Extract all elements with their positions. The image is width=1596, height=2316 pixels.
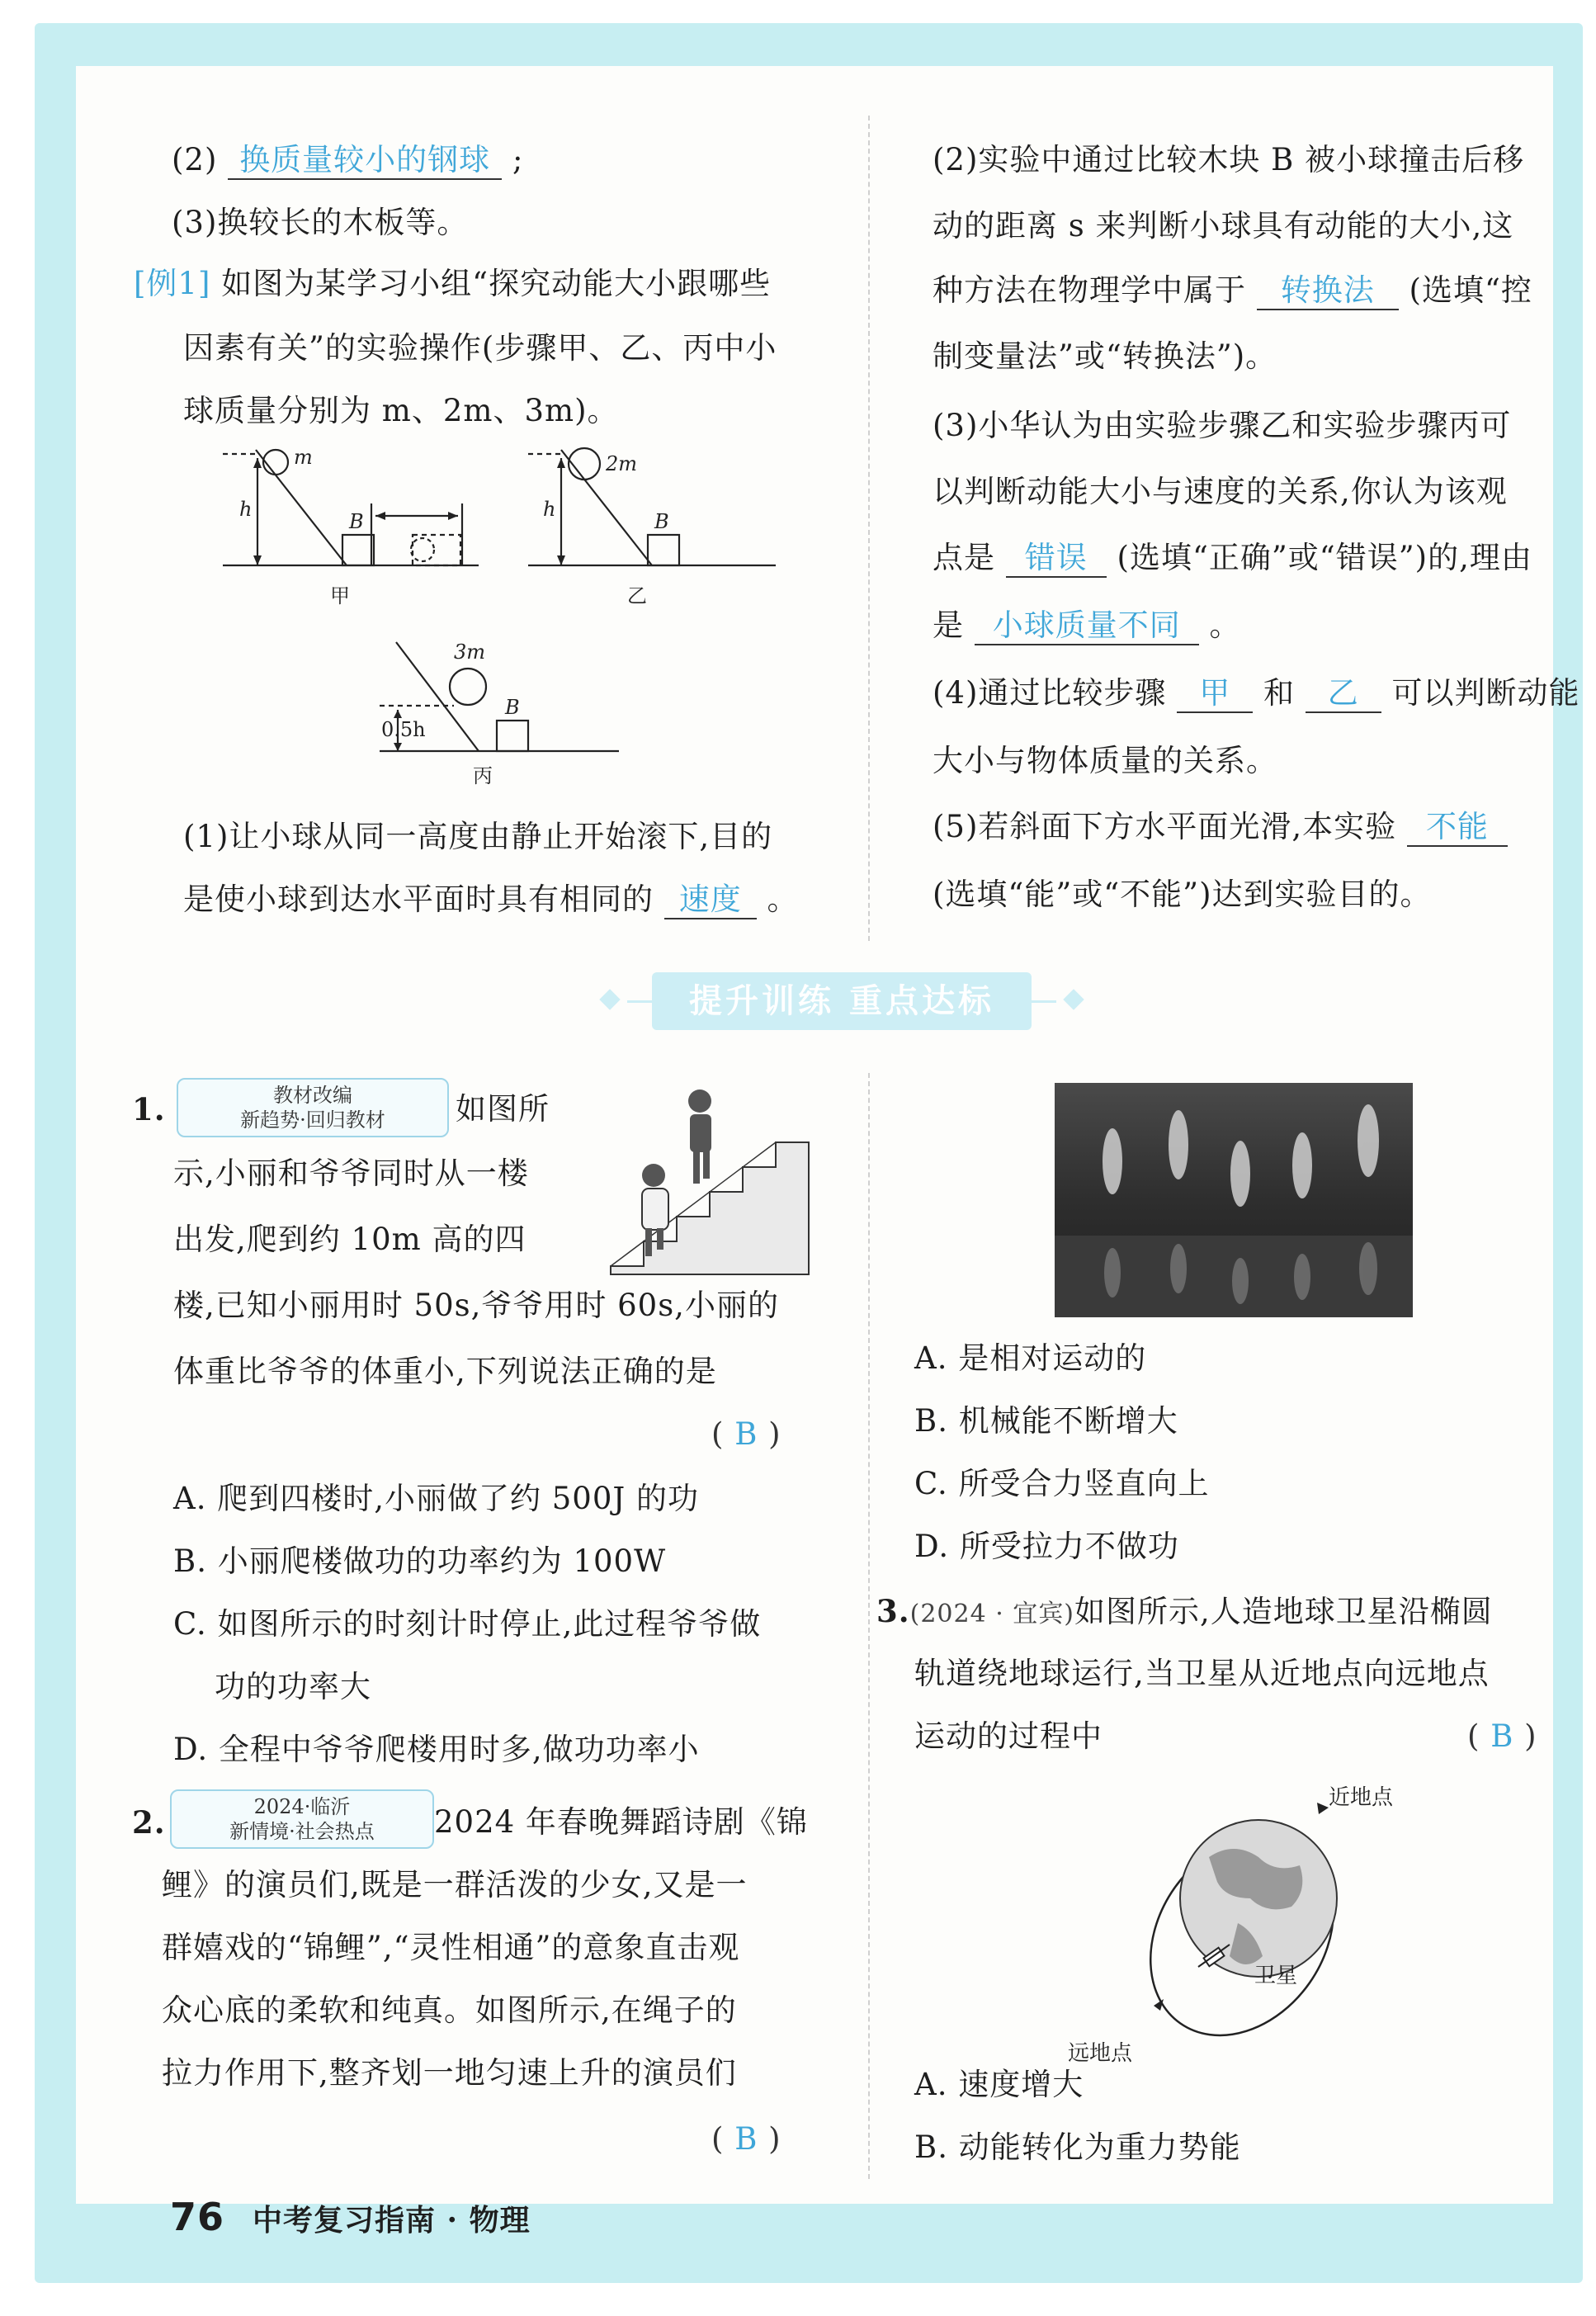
choice-answer: B (734, 1416, 758, 1452)
option-b: B. 机械能不断增大 (914, 1403, 1178, 1439)
question-text: 是使小球到达水平面时具有相同的 (183, 881, 654, 917)
answer-blank: 速度 (664, 881, 757, 919)
example-tag: [例1] (134, 266, 211, 301)
question-text: 点是 (933, 540, 995, 575)
answer-paren: ( B ) (711, 1416, 781, 1452)
q2-line: (2)实验中通过比较木块 B 被小球撞击后移 (933, 142, 1525, 177)
page-number: 76 (170, 2195, 225, 2239)
question-text: 可以判断动能 (1391, 675, 1580, 711)
answer-blank: 换质量较小的钢球 (228, 142, 502, 180)
source-tag (177, 1078, 449, 1137)
option-a: A. 速度增大 (914, 2067, 1084, 2102)
question-text: 是 (933, 607, 964, 643)
tag-line: 新趋势·回归教材 (240, 1108, 385, 1132)
q3-line: 以判断动能大小与速度的关系,你认为该观 (933, 474, 1508, 509)
caption-yi: 乙 (627, 584, 647, 607)
column-divider-bottom (868, 1073, 870, 2179)
problem-line: 出发,爬到约 10m 高的四 (173, 1222, 526, 1257)
example-line: 如图为某学习小组“探究动能大小跟哪些 (221, 266, 772, 301)
problem-line: 鲤》的演员们,既是一群活泼的少女,又是一 (162, 1867, 748, 1902)
tag-line: 2024·临沂 (253, 1795, 351, 1818)
problem-line: 拉力作用下,整齐划一地匀速上升的演员们 (162, 2055, 737, 2091)
answer-blank: 甲 (1177, 675, 1253, 713)
choice-answer: B (1490, 1718, 1514, 1754)
problem-number: 3. (876, 1593, 910, 1629)
height-label-yi: h (543, 498, 556, 521)
answer-blank: 转换法 (1257, 272, 1399, 310)
punctuation: 。 (1209, 607, 1241, 643)
line-2 (172, 139, 523, 182)
problem-line: 如图所示,人造地球卫星沿椭圆 (1074, 1594, 1493, 1629)
answer-blank: 错误 (1006, 540, 1107, 578)
question-text: (5)若斜面下方水平面光滑,本实验 (933, 809, 1397, 844)
block-label-jia: B (349, 510, 364, 533)
banner-rule-left (627, 1000, 652, 1003)
problem-number: 1. (132, 1091, 166, 1127)
q5-line (933, 806, 1508, 848)
option-c-continued: 功的功率大 (215, 1669, 371, 1704)
option-a: A. 是相对运动的 (914, 1340, 1147, 1376)
option-b: B. 动能转化为重力势能 (914, 2129, 1241, 2165)
q1-line: (1)让小球从同一高度由静止开始滚下,目的 (183, 819, 773, 854)
q2-line: 制变量法”或“转换法”)。 (933, 338, 1277, 374)
line-3: (3)换较长的木板等。 (172, 205, 469, 240)
q5-line: (选填“能”或“不能”)达到实验目的。 (933, 877, 1432, 912)
problem-line: 体重比爷爷的体重小,下列说法正确的是 (173, 1354, 717, 1389)
q3-line (933, 604, 1241, 647)
block-label-bing: B (505, 696, 520, 719)
book-title: 中考复习指南 · 物理 (253, 2203, 531, 2238)
choice-answer: B (734, 2121, 758, 2157)
mass-label-jia: m (294, 446, 313, 469)
q1-line (183, 878, 799, 921)
satellite-orbit-diagram (1056, 1766, 1436, 2072)
example-line: 因素有关”的实验操作(步骤甲、乙、丙中小 (183, 330, 777, 366)
problem-line: 轨道绕地球运行,当卫星从近地点向远地点 (914, 1656, 1490, 1691)
option-a: A. 爬到四楼时,小丽做了约 500J 的功 (173, 1481, 699, 1516)
problem-line: 群嬉戏的“锦鲤”,“灵性相通”的意象直击观 (162, 1930, 740, 1965)
column-divider-top (868, 116, 870, 941)
problem-line: 如图所 (456, 1091, 550, 1127)
q2-line (933, 269, 1532, 312)
q2-line: 动的距离 s 来判断小球具有动能的大小,这 (933, 208, 1514, 243)
height-label-jia: h (239, 498, 253, 521)
punctuation: 。 (767, 881, 799, 917)
q3-line (933, 536, 1532, 579)
block-label-yi: B (654, 510, 669, 533)
q4-line (933, 672, 1579, 715)
question-text: 种方法在物理学中属于 (933, 272, 1246, 308)
question-text: 和 (1263, 675, 1295, 711)
option-c: C. 所受合力竖直向上 (914, 1466, 1210, 1501)
item-number: (2) (172, 142, 218, 177)
perigee-label: 近地点 (1329, 1785, 1394, 1810)
source-label: (2024 · 宜宾) (909, 1600, 1075, 1628)
question-text: (选填“正确”或“错误”)的,理由 (1117, 540, 1532, 575)
problem-number: 2. (132, 1804, 166, 1841)
q3-line: (3)小华认为由实验步骤乙和实验步骤丙可 (933, 408, 1512, 443)
caption-jia: 甲 (330, 584, 350, 607)
banner-rule-right (1032, 1000, 1056, 1003)
problem-line: 运动的过程中 (914, 1718, 1103, 1754)
punctuation: ; (512, 142, 524, 177)
stairs-illustration (602, 1068, 817, 1283)
example-line: 球质量分别为 m、2m、3m)。 (183, 393, 619, 428)
mass-label-yi: 2m (606, 452, 638, 475)
section-banner: 提升训练 重点达标 (652, 972, 1032, 1030)
height-label-bing: 0.5h (381, 718, 426, 741)
answer-paren: ( B ) (711, 2121, 781, 2157)
answer-blank: 不能 (1407, 809, 1508, 847)
tag-line: 新情境·社会热点 (229, 1820, 375, 1843)
option-b: B. 小丽爬楼做功的功率约为 100W (173, 1543, 667, 1579)
question-text: (选填“控 (1409, 272, 1532, 308)
problem-line: 示,小丽和爷爷同时从一楼 (173, 1156, 529, 1191)
mass-label-bing: 3m (454, 640, 486, 664)
option-d: D. 全程中爷爷爬楼用时多,做功功率小 (173, 1732, 700, 1767)
problem-line: 2024 年春晚舞蹈诗剧《锦 (434, 1804, 808, 1840)
q4-line: 大小与物体质量的关系。 (933, 743, 1277, 778)
experiment-diagram (206, 446, 800, 809)
tag-line: 教材改编 (273, 1084, 352, 1107)
option-c: C. 如图所示的时刻计时停止,此过程爷爷做 (173, 1606, 762, 1642)
problem-line: 楼,已知小丽用时 50s,爷爷用时 60s,小丽的 (173, 1288, 779, 1323)
example-1 (134, 262, 771, 305)
dance-photo (1055, 1083, 1413, 1317)
answer-blank: 乙 (1306, 675, 1381, 713)
question-text: (4)通过比较步骤 (933, 675, 1167, 711)
option-d: D. 所受拉力不做功 (914, 1529, 1179, 1564)
satellite-label: 卫星 (1254, 1964, 1298, 1988)
answer-paren: ( B ) (1467, 1718, 1537, 1754)
answer-blank: 小球质量不同 (975, 607, 1199, 645)
problem-3-first-line (876, 1590, 1493, 1636)
source-tag (170, 1789, 434, 1849)
problem-line: 众心底的柔软和纯真。如图所示,在绳子的 (162, 1992, 737, 2028)
apogee-label: 远地点 (1068, 2041, 1133, 2066)
caption-bing: 丙 (473, 764, 493, 787)
